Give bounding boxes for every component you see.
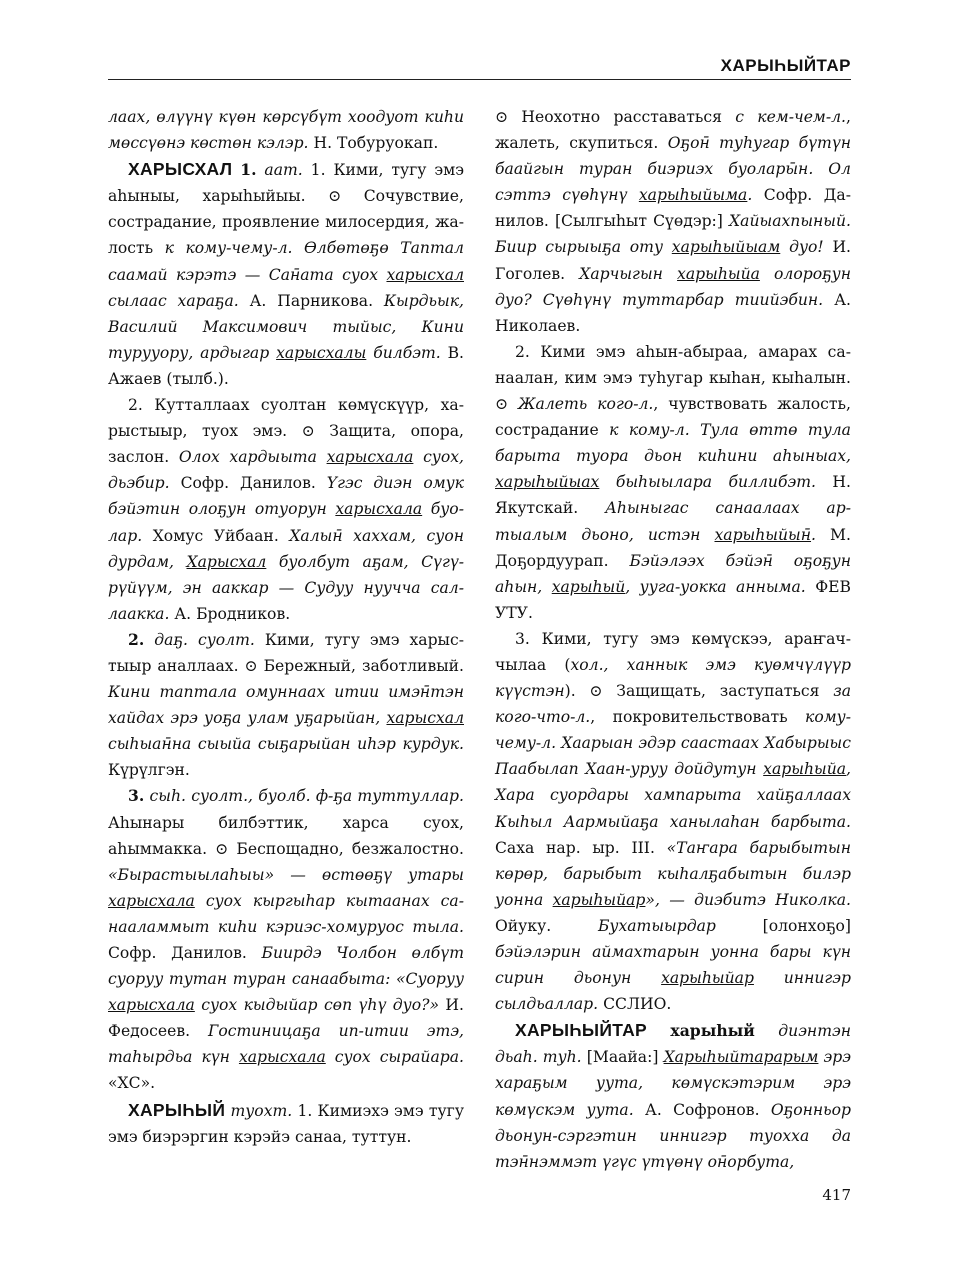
entry-harysxal-sense-2: 2. Кутталлаах суолтан көмүскүүр, харыстыыр, туох эмэ. ⊙ Защита, опора, заслон. Олох хардыыта харысхала суох, дьэбир. Софр. Данилов. Үгэс диэн омук бэйэтин олоҕун отуорун харысхала буолар. Хомус Уйбаан. Халын̄ хаххам, суон дурдам, Харысхал буолбут аҕам, Сүгүрүйүүм, эн ааккар — Судуу нуучча саллаакка. А. Бродников. — [108, 396, 465, 623]
entry-continuation: лаах, өлүүнү күөн көрсүбүт хоодуот киһи мөссүөнэ көстөн кэлэр. Н. Тобуруокап. — [108, 108, 464, 153]
entry-haryhyj-sense-3: 3. Кими, тугу эмэ көмүскээ, араҥаччылаа (хол., ханнык эмэ куөмчүлүүр күүстэн). ⊙ Защищать, заступаться за кого-что-л., покровительствовать кому-чему-л. Хаарыан эдэр саастаах Хабырыыс Паабылап Хаан-уруу дойдутун харыһыйа, Хара суордары хампарыта хайҕаллаах Кыһыл Аармыйаҕа ханылаһан барбыта. Саха нар. ыр. III. «Таҥара барыбытын көрөр, барыбыт кыһалҕабытын билэр уонна харыһыйар», — диэбитэ Николка. Ойуку. Бухатыырдар [олонхоҕо] бэйэлэрин аймахтарын уонна бары күн сирин дьонун харыһыйар иннигэр сылдьаллар. ССЛИО. — [495, 629, 851, 1014]
entry-harysxal-adj: 2. даҕ. суолт. Кими, тугу эмэ харыстыыр аналлаах. ⊙ Бережный, заботливый. Кини таптала омуннаах итии имэн̄тэн хайдах эрэ уоҕа улам уҕарыйан, харысхал сыһыан̄на сыыйа сыҕарыйан иһэр курдук. Күрүлгэн. — [108, 629, 464, 780]
entry-haryhyj-cont: ⊙ Неохотно расставаться с кем-чем-л., жалеть, скупиться. Оҕон̄ туһугар бүтүн баайгын туран биэриэх буолары̄н. Ол сэттэ сүөһүнү харыһыйыма. Софр. Данилов. [Сылгыһыт Сүөдэр:] Хайыахпыный. Биир сырыыҕа оту харыһыйыам дуо! И. Гоголев. Харчыгын харыһыйа олороҕун дуо? Сүөһүнү туттарбар тиийэбин. А. Николаев. — [495, 108, 851, 335]
header-rule — [108, 79, 851, 80]
running-header: ХАРЫҺЫЙТАР — [720, 56, 851, 75]
entry-harysxal: ХАРЫСХАЛ 1. аат. 1. Кими, тугу эмэ аһыныы, харыһыйыы. ⊙ Сочувствие, сострадание, проявление милосердия, жалость к кому-чему-л. Өлбөтөҕө Таптал саамай кэрэтэ — Сан̄ата суох харысхал сылаас хараҕа. А. Парникова. Кырдьык, Василий Максимович тыйыс, Кини турууору, ардыгар харысхалы билбэт. В. Ажаев (тылб.). — [108, 159, 465, 388]
entry-haryhyj-sense-2: 2. Кими эмэ аһын-абыраа, амарах санаалан, ким эмэ туһугар кыһан, кыһалын. ⊙ Жалеть кого-л., чувствовать жалость, сострадание к кому-л. Тула өттө тула барыта туора дьон киһини аһыныах, харыһыйыах быһыылара биллибэт. Н. Якутскай. Аһыныгас санаалаах артыалым дьоно, истэн харыһыйын̄. М. Доҕордуурап. Бэйэлээх бэйэн̄ оҕоҕун аһын, харыһый, ууга-уокка анныма. ФЕВ УТУ. — [495, 342, 852, 622]
entry-haryhyj: ХАРЫҺЫЙ туохт. 1. Кимиэхэ эмэ тугу эмэ биэрэргин кэрэйэ санаа, туттун. — [108, 1099, 464, 1146]
right-column — [495, 104, 851, 1175]
left-column — [108, 104, 464, 1150]
entry-haryhyjtar: ХАРЫҺЫЙТАР харыһый диэнтэн дьаһ. туһ. [Маайа:] Харыһыйтарарым эрэ хараҕым уута, көмүскэтэрим эрэ көмүскэм уута. А. Софронов. Оҕонньор дьонун-сэргэтин иннигэр туоххa да тэн̄нэммэт үгүс үтүөнү он̄орбута, — [495, 1020, 851, 1171]
entry-harysxal-adv: 3. сыһ. суолт., буолб. ф-ҕа туттуллар. Аһынары билбэттик, харса суох, аһыммакка. ⊙ Беспощадно, безжалостно. «Быраcтыылаһыы» — өстөөҕү утары харысхала суох кыргыһар кытаанах санааламмыт киһи кэриэс-хомуруос тыла. Софр. Данилов. Биирдэ Чолбон өлбүт суоруу тутан туран санаабыта: «Суоруу харысхала суох кыдыйар сөп үһү дуо?» И. Федосеев. Гостиницаҕа ип-итии этэ, таһырдьа күн харысхала суох сырайара. «ХС». — [108, 786, 465, 1093]
page-number: 417 — [822, 1186, 851, 1204]
